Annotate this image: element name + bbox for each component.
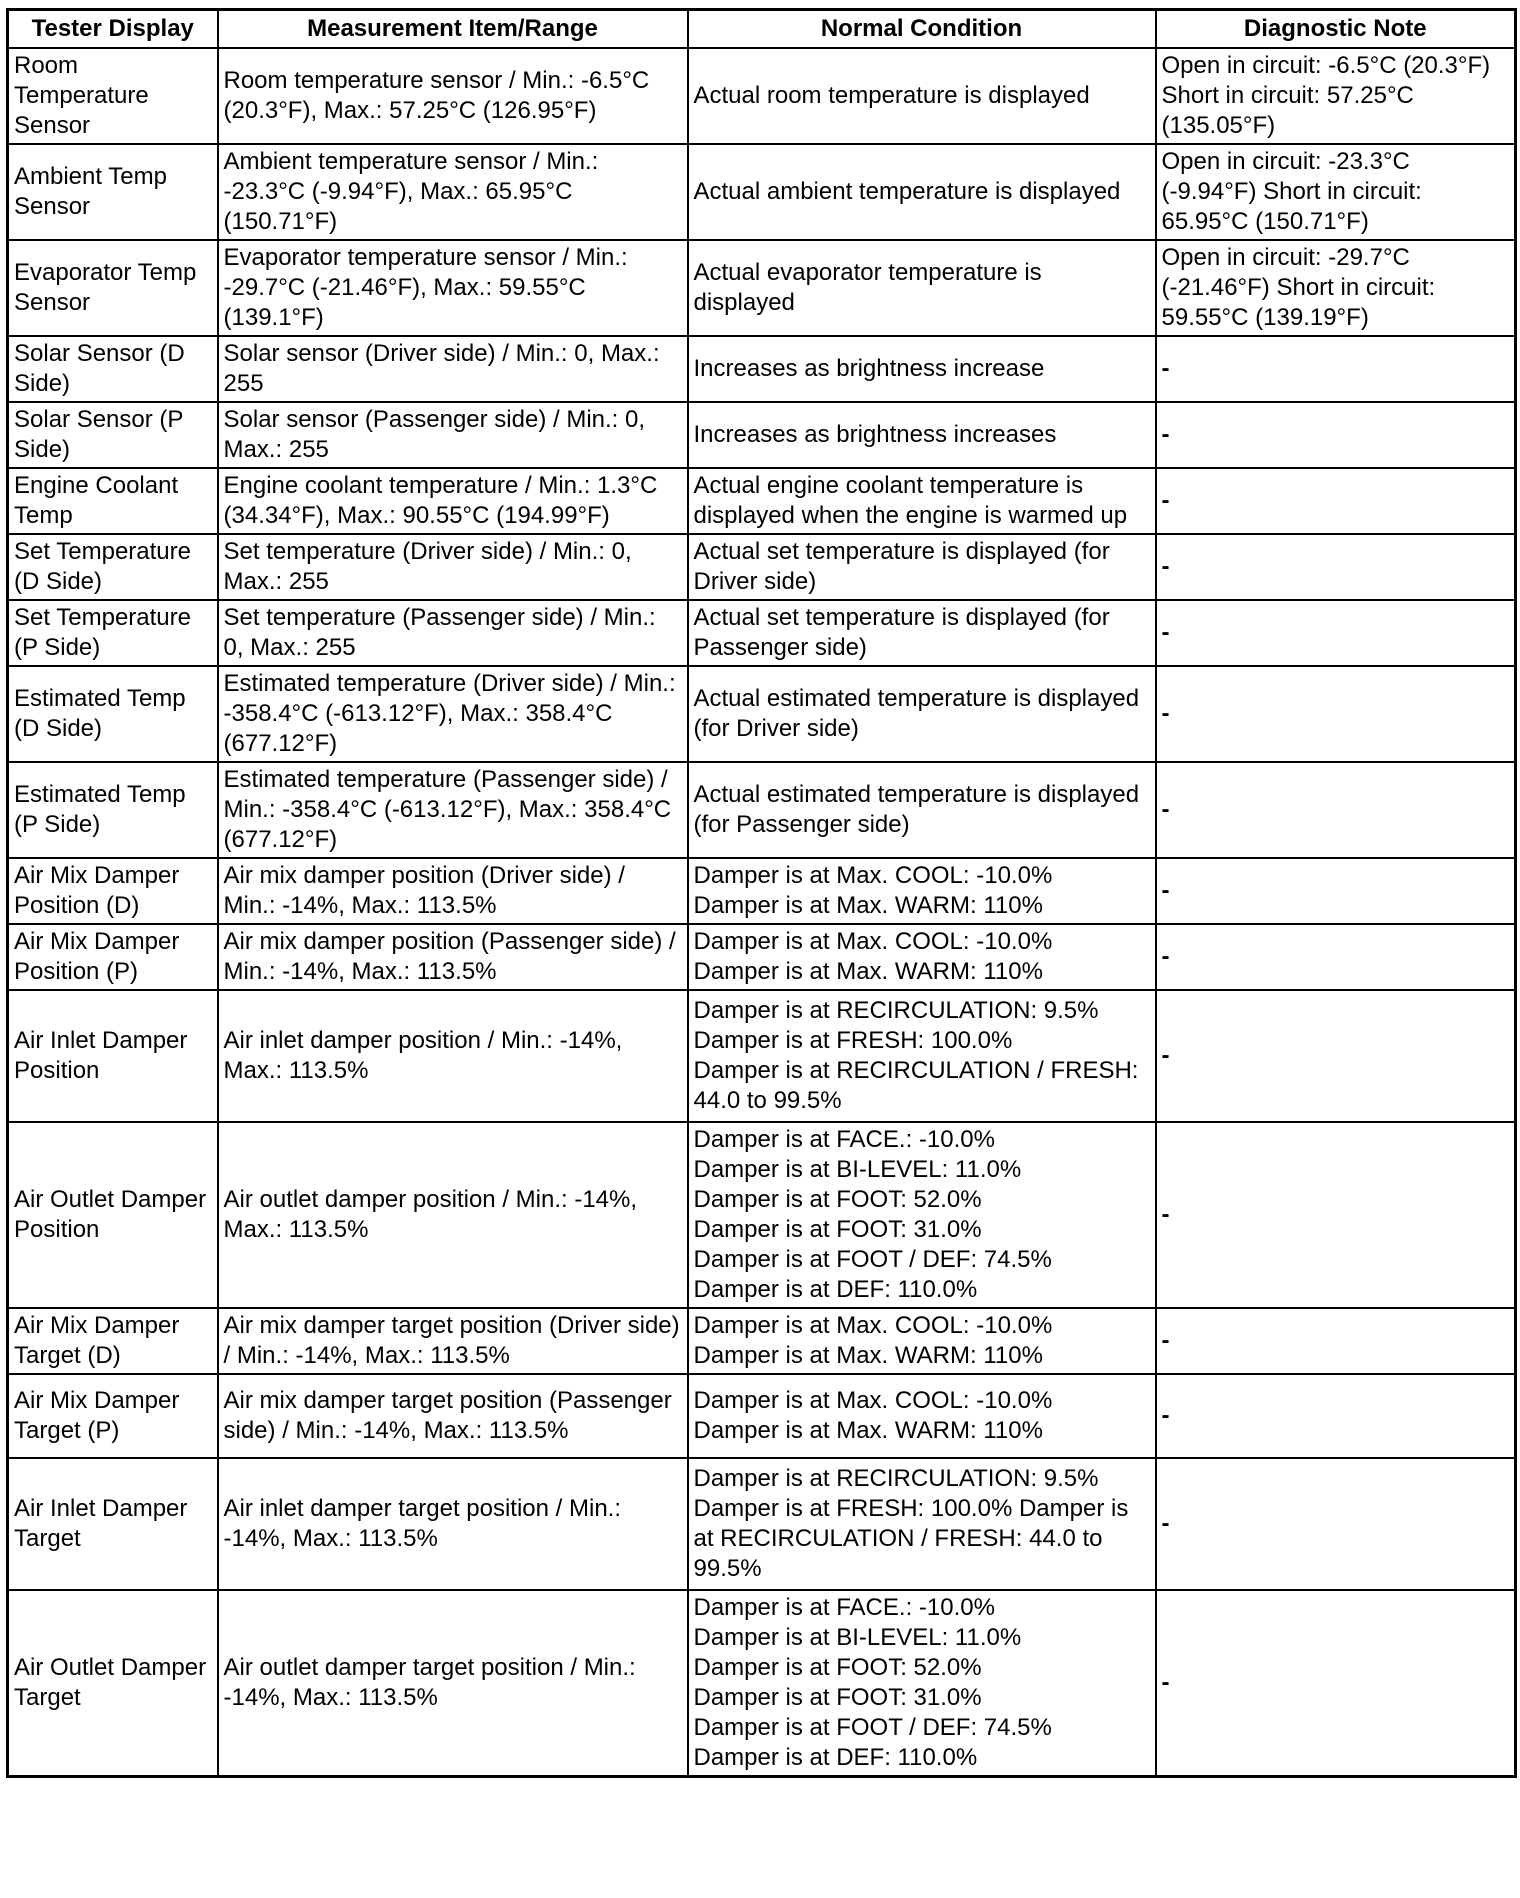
table-row: [8, 336, 1516, 402]
diagnostic-note-cell: Open in circuit: -23.3°C (-9.94°F) Short in circuit: 65.95°C (150.71°F): [1156, 144, 1516, 240]
tester-display-cell: Air Outlet Damper Position: [8, 1122, 218, 1308]
normal-condition-cell: Damper is at RECIRCULATION: 9.5% Damper is at FRESH: 100.0% Damper is at RECIRCULATION / FRESH: 44.0 to 99.5%: [688, 1458, 1156, 1590]
diagnostic-note-cell: -: [1156, 468, 1516, 534]
measurement-range-cell: Set temperature (Passenger side) / Min.: 0, Max.: 255: [218, 600, 688, 666]
measurement-range-cell: Solar sensor (Passenger side) / Min.: 0, Max.: 255: [218, 402, 688, 468]
table-row: [8, 534, 1516, 600]
tester-display-cell: Room Temperature Sensor: [8, 48, 218, 144]
measurement-range-cell: Estimated temperature (Passenger side) / Min.: -358.4°C (-613.12°F), Max.: 358.4°C (677.12°F): [218, 762, 688, 858]
table-row: [8, 1458, 1516, 1590]
normal-condition-cell: Actual evaporator temperature is displayed: [688, 240, 1156, 336]
column-header-diagnostic-note: Diagnostic Note: [1156, 10, 1516, 49]
table-row: [8, 144, 1516, 240]
tester-display-cell: Air Mix Damper Position (D): [8, 858, 218, 924]
diagnostic-note-cell: -: [1156, 1458, 1516, 1590]
measurement-range-cell: Air mix damper target position (Passenger side) / Min.: -14%, Max.: 113.5%: [218, 1374, 688, 1458]
table-row: [8, 1122, 1516, 1308]
measurement-range-cell: Set temperature (Driver side) / Min.: 0, Max.: 255: [218, 534, 688, 600]
table-row: [8, 1374, 1516, 1458]
column-header-tester-display: Tester Display: [8, 10, 218, 49]
measurement-range-cell: Air outlet damper position / Min.: -14%, Max.: 113.5%: [218, 1122, 688, 1308]
table-row: [8, 402, 1516, 468]
measurement-range-cell: Engine coolant temperature / Min.: 1.3°C (34.34°F), Max.: 90.55°C (194.99°F): [218, 468, 688, 534]
diagnostic-note-cell: -: [1156, 666, 1516, 762]
normal-condition-cell: Damper is at RECIRCULATION: 9.5% Damper is at FRESH: 100.0% Damper is at RECIRCULATION / FRESH: 44.0 to 99.5%: [688, 990, 1156, 1122]
table-row: [8, 600, 1516, 666]
normal-condition-cell: Actual estimated temperature is displayed (for Passenger side): [688, 762, 1156, 858]
measurement-range-cell: Air mix damper target position (Driver side) / Min.: -14%, Max.: 113.5%: [218, 1308, 688, 1374]
diagnostic-note-cell: Open in circuit: -6.5°C (20.3°F) Short in circuit: 57.25°C (135.05°F): [1156, 48, 1516, 144]
measurement-range-cell: Air mix damper position (Driver side) / Min.: -14%, Max.: 113.5%: [218, 858, 688, 924]
diagnostic-note-cell: -: [1156, 534, 1516, 600]
table-row: [8, 924, 1516, 990]
diagnostic-note-cell: -: [1156, 990, 1516, 1122]
column-header-measurement-item-range: Measurement Item/Range: [218, 10, 688, 49]
tester-display-cell: Air Mix Damper Target (D): [8, 1308, 218, 1374]
normal-condition-cell: Damper is at Max. COOL: -10.0% Damper is at Max. WARM: 110%: [688, 1374, 1156, 1458]
tester-display-cell: Solar Sensor (P Side): [8, 402, 218, 468]
diagnostic-note-cell: -: [1156, 1374, 1516, 1458]
column-header-normal-condition: Normal Condition: [688, 10, 1156, 49]
table-row: [8, 48, 1516, 144]
diagnostic-note-cell: -: [1156, 762, 1516, 858]
table-row: [8, 468, 1516, 534]
normal-condition-cell: Increases as brightness increases: [688, 402, 1156, 468]
tester-display-cell: Air Inlet Damper Position: [8, 990, 218, 1122]
table-row: [8, 240, 1516, 336]
normal-condition-cell: Increases as brightness increase: [688, 336, 1156, 402]
normal-condition-cell: Actual estimated temperature is displayed (for Driver side): [688, 666, 1156, 762]
normal-condition-cell: Actual set temperature is displayed (for Passenger side): [688, 600, 1156, 666]
diagnostic-note-cell: Open in circuit: -29.7°C (-21.46°F) Short in circuit: 59.55°C (139.19°F): [1156, 240, 1516, 336]
tester-display-cell: Air Mix Damper Position (P): [8, 924, 218, 990]
table-row: [8, 1590, 1516, 1777]
measurement-range-cell: Solar sensor (Driver side) / Min.: 0, Max.: 255: [218, 336, 688, 402]
tester-display-cell: Air Mix Damper Target (P): [8, 1374, 218, 1458]
table-row: [8, 762, 1516, 858]
measurement-range-cell: Ambient temperature sensor / Min.: -23.3°C (-9.94°F), Max.: 65.95°C (150.71°F): [218, 144, 688, 240]
measurement-range-cell: Estimated temperature (Driver side) / Min.: -358.4°C (-613.12°F), Max.: 358.4°C (677.12°F): [218, 666, 688, 762]
normal-condition-cell: Actual engine coolant temperature is displayed when the engine is warmed up: [688, 468, 1156, 534]
normal-condition-cell: Actual set temperature is displayed (for Driver side): [688, 534, 1156, 600]
table-row: [8, 1308, 1516, 1374]
table-row: [8, 858, 1516, 924]
normal-condition-cell: Damper is at FACE.: -10.0% Damper is at BI-LEVEL: 11.0% Damper is at FOOT: 52.0% Damper is at FOOT: 31.0% Damper is at FOOT / DEF: 74.5% Damper is at DEF: 110.0%: [688, 1590, 1156, 1777]
table-header: [8, 10, 1516, 49]
diagnostic-note-cell: -: [1156, 1590, 1516, 1777]
normal-condition-cell: Damper is at Max. COOL: -10.0% Damper is at Max. WARM: 110%: [688, 924, 1156, 990]
tester-display-cell: Estimated Temp (P Side): [8, 762, 218, 858]
measurement-range-cell: Air inlet damper target position / Min.: -14%, Max.: 113.5%: [218, 1458, 688, 1590]
tester-display-cell: Air Inlet Damper Target: [8, 1458, 218, 1590]
normal-condition-cell: Damper is at Max. COOL: -10.0% Damper is at Max. WARM: 110%: [688, 1308, 1156, 1374]
table-row: [8, 990, 1516, 1122]
tester-display-cell: Ambient Temp Sensor: [8, 144, 218, 240]
header-row: [8, 10, 1516, 49]
tester-display-cell: Solar Sensor (D Side): [8, 336, 218, 402]
diagnostic-note-cell: -: [1156, 1122, 1516, 1308]
diagnostic-note-cell: -: [1156, 336, 1516, 402]
measurement-range-cell: Air outlet damper target position / Min.: -14%, Max.: 113.5%: [218, 1590, 688, 1777]
table-body: [8, 48, 1516, 1777]
data-list-sheet: [6, 8, 1514, 1778]
tester-display-cell: Air Outlet Damper Target: [8, 1590, 218, 1777]
tester-display-cell: Set Temperature (P Side): [8, 600, 218, 666]
normal-condition-cell: Actual room temperature is displayed: [688, 48, 1156, 144]
tester-display-cell: Engine Coolant Temp: [8, 468, 218, 534]
normal-condition-cell: Damper is at FACE.: -10.0% Damper is at BI-LEVEL: 11.0% Damper is at FOOT: 52.0% Damper is at FOOT: 31.0% Damper is at FOOT / DEF: 74.5% Damper is at DEF: 110.0%: [688, 1122, 1156, 1308]
diagnostic-note-cell: -: [1156, 924, 1516, 990]
table-row: [8, 666, 1516, 762]
measurement-range-cell: Air mix damper position (Passenger side) / Min.: -14%, Max.: 113.5%: [218, 924, 688, 990]
normal-condition-cell: Damper is at Max. COOL: -10.0% Damper is at Max. WARM: 110%: [688, 858, 1156, 924]
measurement-range-cell: Evaporator temperature sensor / Min.: -29.7°C (-21.46°F), Max.: 59.55°C (139.1°F): [218, 240, 688, 336]
diagnostic-note-cell: -: [1156, 858, 1516, 924]
diagnostic-note-cell: -: [1156, 1308, 1516, 1374]
measurement-range-cell: Room temperature sensor / Min.: -6.5°C (20.3°F), Max.: 57.25°C (126.95°F): [218, 48, 688, 144]
data-list-table: [6, 8, 1517, 1778]
measurement-range-cell: Air inlet damper position / Min.: -14%, Max.: 113.5%: [218, 990, 688, 1122]
tester-display-cell: Estimated Temp (D Side): [8, 666, 218, 762]
normal-condition-cell: Actual ambient temperature is displayed: [688, 144, 1156, 240]
diagnostic-note-cell: -: [1156, 600, 1516, 666]
tester-display-cell: Set Temperature (D Side): [8, 534, 218, 600]
tester-display-cell: Evaporator Temp Sensor: [8, 240, 218, 336]
diagnostic-note-cell: -: [1156, 402, 1516, 468]
